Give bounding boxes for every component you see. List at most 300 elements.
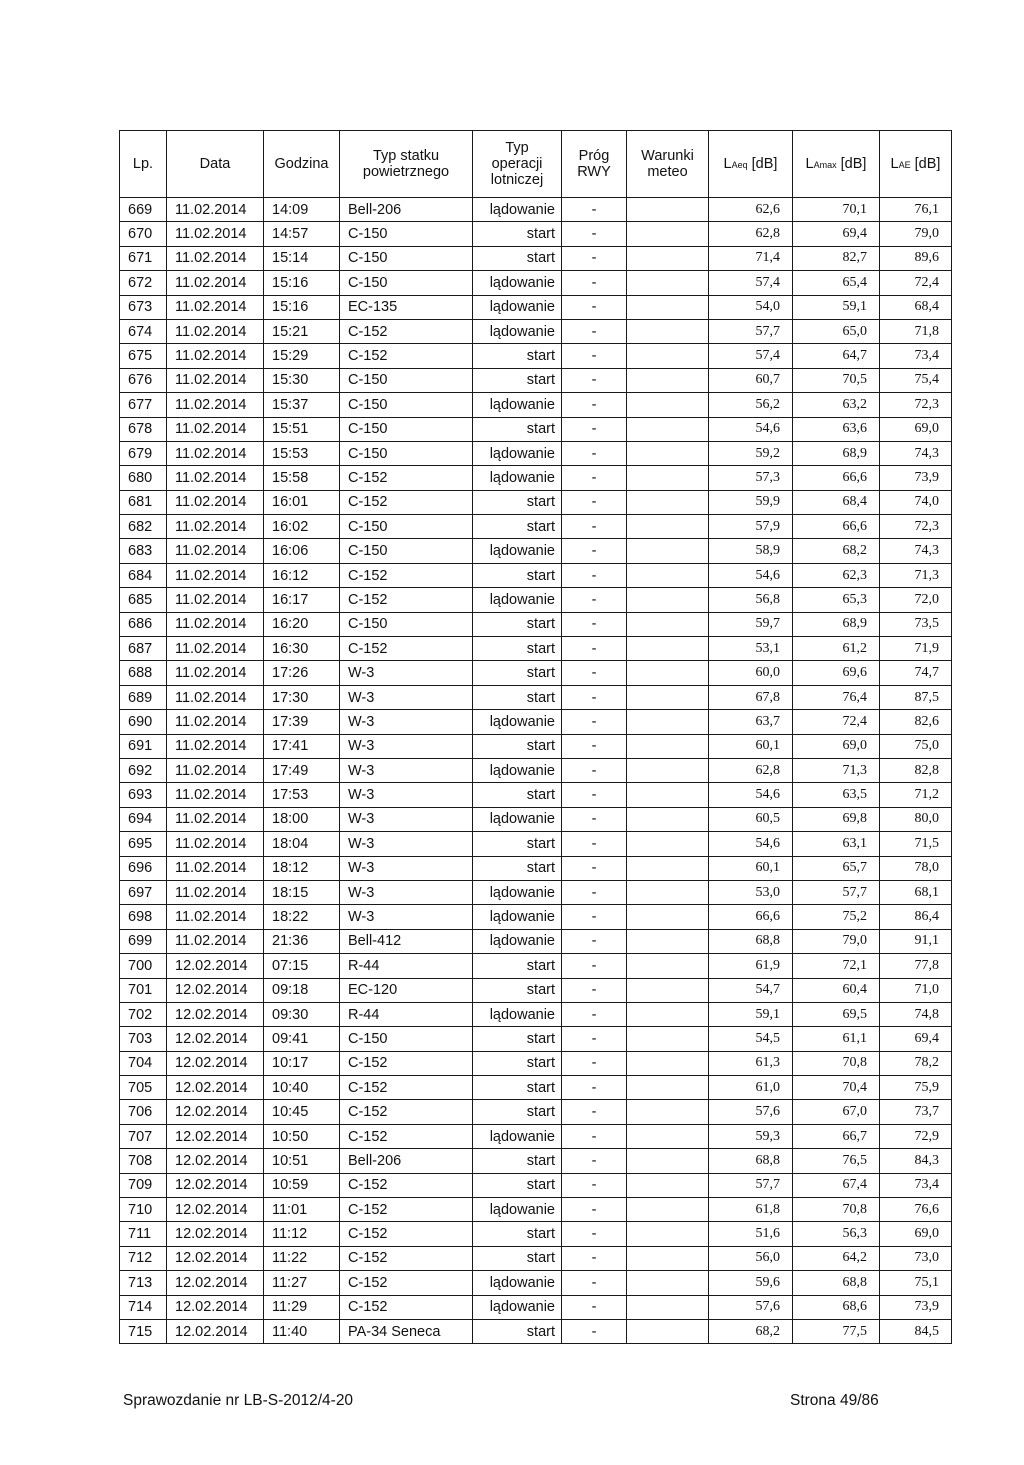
cell-operation-type: lądowanie [473,929,562,953]
cell-lamax: 70,8 [793,1198,880,1222]
cell-lae: 78,0 [880,856,952,880]
table-row [120,539,952,563]
cell-operation-type: start [473,612,562,636]
cell-weather [627,1271,709,1295]
cell-runway: - [562,1319,627,1343]
cell-time: 15:58 [264,466,340,490]
cell-date: 11.02.2014 [167,368,264,392]
cell-lp: 677 [120,393,167,417]
cell-date: 11.02.2014 [167,588,264,612]
cell-time: 10:50 [264,1124,340,1148]
cell-date: 11.02.2014 [167,295,264,319]
cell-aircraft-type: Bell-206 [340,198,473,222]
cell-time: 16:02 [264,515,340,539]
cell-lp: 703 [120,1027,167,1051]
cell-date: 11.02.2014 [167,734,264,758]
cell-weather [627,319,709,343]
cell-date: 12.02.2014 [167,1222,264,1246]
cell-lae: 73,0 [880,1246,952,1270]
cell-lae: 73,4 [880,1173,952,1197]
cell-weather [627,734,709,758]
cell-lp: 694 [120,807,167,831]
cell-laeq: 62,6 [709,198,793,222]
cell-operation-type: start [473,954,562,978]
cell-operation-type: start [473,1173,562,1197]
cell-time: 15:37 [264,393,340,417]
cell-aircraft-type: R-44 [340,1002,473,1026]
table-row [120,978,952,1002]
cell-lp: 674 [120,319,167,343]
cell-weather [627,856,709,880]
cell-lae: 71,5 [880,832,952,856]
cell-laeq: 60,5 [709,807,793,831]
cell-laeq: 60,1 [709,856,793,880]
cell-laeq: 51,6 [709,1222,793,1246]
cell-weather [627,685,709,709]
cell-aircraft-type: C-152 [340,466,473,490]
cell-lamax: 76,4 [793,685,880,709]
cell-lp: 679 [120,441,167,465]
cell-lae: 73,5 [880,612,952,636]
cell-lamax: 79,0 [793,929,880,953]
cell-time: 11:29 [264,1295,340,1319]
cell-lp: 701 [120,978,167,1002]
cell-aircraft-type: W-3 [340,832,473,856]
cell-operation-type: start [473,1246,562,1270]
cell-operation-type: start [473,832,562,856]
cell-time: 17:39 [264,710,340,734]
cell-time: 18:00 [264,807,340,831]
cell-laeq: 58,9 [709,539,793,563]
cell-runway: - [562,685,627,709]
cell-lae: 74,0 [880,490,952,514]
cell-time: 18:04 [264,832,340,856]
table-row [120,856,952,880]
table-row [120,441,952,465]
cell-lamax: 56,3 [793,1222,880,1246]
cell-weather [627,929,709,953]
cell-weather [627,1198,709,1222]
cell-lp: 671 [120,246,167,270]
cell-operation-type: lądowanie [473,1295,562,1319]
cell-operation-type: start [473,856,562,880]
cell-runway: - [562,856,627,880]
cell-laeq: 56,2 [709,393,793,417]
cell-lamax: 66,6 [793,515,880,539]
cell-lp: 712 [120,1246,167,1270]
cell-time: 16:30 [264,637,340,661]
cell-time: 16:12 [264,563,340,587]
cell-time: 11:27 [264,1271,340,1295]
table-header [120,131,952,198]
cell-operation-type: lądowanie [473,466,562,490]
cell-aircraft-type: C-150 [340,612,473,636]
table-row [120,1076,952,1100]
cell-weather [627,246,709,270]
cell-runway: - [562,344,627,368]
cell-date: 11.02.2014 [167,319,264,343]
cell-runway: - [562,734,627,758]
cell-weather [627,612,709,636]
cell-aircraft-type: EC-120 [340,978,473,1002]
cell-lamax: 64,7 [793,344,880,368]
cell-date: 11.02.2014 [167,466,264,490]
cell-lae: 89,6 [880,246,952,270]
cell-date: 11.02.2014 [167,612,264,636]
cell-weather [627,466,709,490]
cell-runway: - [562,710,627,734]
cell-weather [627,295,709,319]
cell-lamax: 75,2 [793,905,880,929]
cell-lamax: 82,7 [793,246,880,270]
cell-weather [627,417,709,441]
cell-lae: 71,2 [880,783,952,807]
cell-aircraft-type: W-3 [340,661,473,685]
cell-laeq: 61,3 [709,1051,793,1075]
page-number: Strona 49/86 [790,1392,879,1409]
header-laeq [709,131,793,198]
cell-lp: 675 [120,344,167,368]
cell-lamax: 66,7 [793,1124,880,1148]
cell-laeq: 71,4 [709,246,793,270]
cell-weather [627,1319,709,1343]
cell-time: 15:16 [264,295,340,319]
cell-lp: 685 [120,588,167,612]
cell-date: 11.02.2014 [167,758,264,782]
cell-laeq: 56,8 [709,588,793,612]
cell-runway: - [562,1124,627,1148]
cell-time: 14:57 [264,222,340,246]
table-row [120,710,952,734]
cell-lamax: 63,1 [793,832,880,856]
table-row [120,588,952,612]
cell-lp: 708 [120,1149,167,1173]
cell-lp: 696 [120,856,167,880]
cell-laeq: 57,4 [709,271,793,295]
cell-date: 12.02.2014 [167,954,264,978]
cell-lamax: 76,5 [793,1149,880,1173]
cell-date: 11.02.2014 [167,246,264,270]
cell-laeq: 57,6 [709,1295,793,1319]
cell-aircraft-type: C-152 [340,1271,473,1295]
cell-date: 12.02.2014 [167,1002,264,1026]
cell-operation-type: start [473,1149,562,1173]
cell-runway: - [562,1246,627,1270]
cell-lp: 682 [120,515,167,539]
cell-runway: - [562,1100,627,1124]
cell-runway: - [562,1002,627,1026]
table-row [120,222,952,246]
table-row [120,954,952,978]
cell-aircraft-type: Bell-206 [340,1149,473,1173]
cell-aircraft-type: W-3 [340,807,473,831]
cell-lae: 84,5 [880,1319,952,1343]
cell-laeq: 59,1 [709,1002,793,1026]
cell-weather [627,758,709,782]
cell-time: 10:17 [264,1051,340,1075]
cell-operation-type: lądowanie [473,295,562,319]
cell-lp: 688 [120,661,167,685]
cell-lae: 72,4 [880,271,952,295]
cell-aircraft-type: C-150 [340,271,473,295]
cell-lae: 72,0 [880,588,952,612]
cell-weather [627,978,709,1002]
cell-lp: 681 [120,490,167,514]
cell-time: 11:40 [264,1319,340,1343]
cell-runway: - [562,539,627,563]
cell-laeq: 54,0 [709,295,793,319]
cell-aircraft-type: C-152 [340,1222,473,1246]
cell-weather [627,905,709,929]
cell-weather [627,1149,709,1173]
cell-laeq: 60,0 [709,661,793,685]
cell-weather [627,832,709,856]
cell-aircraft-type: C-152 [340,1100,473,1124]
cell-date: 11.02.2014 [167,222,264,246]
cell-lae: 86,4 [880,905,952,929]
cell-aircraft-type: C-152 [340,1051,473,1075]
cell-lamax: 68,2 [793,539,880,563]
cell-runway: - [562,417,627,441]
cell-date: 11.02.2014 [167,417,264,441]
cell-lp: 687 [120,637,167,661]
cell-aircraft-type: W-3 [340,710,473,734]
cell-lp: 698 [120,905,167,929]
cell-date: 11.02.2014 [167,929,264,953]
cell-weather [627,222,709,246]
cell-weather [627,441,709,465]
cell-lp: 684 [120,563,167,587]
table-row [120,1027,952,1051]
cell-operation-type: start [473,1319,562,1343]
cell-weather [627,1100,709,1124]
table-row [120,1100,952,1124]
cell-operation-type: lądowanie [473,539,562,563]
cell-lae: 74,8 [880,1002,952,1026]
table-row [120,1051,952,1075]
cell-lae: 73,4 [880,344,952,368]
cell-operation-type: start [473,246,562,270]
cell-weather [627,1173,709,1197]
cell-lamax: 72,4 [793,710,880,734]
cell-date: 12.02.2014 [167,1076,264,1100]
cell-lae: 71,8 [880,319,952,343]
cell-operation-type: lądowanie [473,807,562,831]
cell-aircraft-type: C-150 [340,515,473,539]
cell-lp: 710 [120,1198,167,1222]
cell-date: 12.02.2014 [167,1246,264,1270]
cell-time: 15:21 [264,319,340,343]
measurement-table [119,130,952,1344]
table-row [120,1222,952,1246]
cell-date: 12.02.2014 [167,1027,264,1051]
cell-weather [627,1051,709,1075]
cell-aircraft-type: W-3 [340,734,473,758]
cell-aircraft-type: C-150 [340,246,473,270]
cell-runway: - [562,466,627,490]
table-row [120,490,952,514]
cell-weather [627,1027,709,1051]
cell-operation-type: start [473,417,562,441]
cell-operation-type: start [473,661,562,685]
cell-date: 11.02.2014 [167,344,264,368]
cell-lp: 673 [120,295,167,319]
cell-runway: - [562,1149,627,1173]
cell-date: 11.02.2014 [167,271,264,295]
cell-runway: - [562,222,627,246]
cell-lp: 709 [120,1173,167,1197]
cell-time: 09:41 [264,1027,340,1051]
cell-laeq: 62,8 [709,758,793,782]
cell-date: 11.02.2014 [167,393,264,417]
cell-date: 11.02.2014 [167,661,264,685]
cell-runway: - [562,1076,627,1100]
cell-runway: - [562,832,627,856]
cell-date: 11.02.2014 [167,856,264,880]
cell-laeq: 59,3 [709,1124,793,1148]
cell-lae: 75,9 [880,1076,952,1100]
cell-runway: - [562,588,627,612]
table-row [120,661,952,685]
cell-date: 11.02.2014 [167,880,264,904]
cell-time: 17:49 [264,758,340,782]
cell-date: 11.02.2014 [167,441,264,465]
cell-lae: 69,4 [880,1027,952,1051]
cell-time: 15:51 [264,417,340,441]
cell-laeq: 68,2 [709,1319,793,1343]
cell-time: 11:22 [264,1246,340,1270]
cell-aircraft-type: W-3 [340,685,473,709]
cell-time: 10:59 [264,1173,340,1197]
cell-date: 11.02.2014 [167,539,264,563]
cell-lp: 690 [120,710,167,734]
cell-time: 15:16 [264,271,340,295]
cell-date: 12.02.2014 [167,978,264,1002]
cell-lamax: 69,5 [793,1002,880,1026]
cell-lae: 72,9 [880,1124,952,1148]
cell-lamax: 68,6 [793,1295,880,1319]
cell-operation-type: lądowanie [473,1002,562,1026]
table-row [120,905,952,929]
cell-operation-type: lądowanie [473,905,562,929]
cell-lamax: 68,9 [793,612,880,636]
cell-weather [627,515,709,539]
cell-runway: - [562,661,627,685]
cell-lp: 711 [120,1222,167,1246]
cell-lamax: 61,1 [793,1027,880,1051]
cell-weather [627,271,709,295]
cell-weather [627,1124,709,1148]
cell-lae: 80,0 [880,807,952,831]
cell-time: 09:30 [264,1002,340,1026]
cell-operation-type: lądowanie [473,588,562,612]
cell-operation-type: start [473,1051,562,1075]
cell-laeq: 67,8 [709,685,793,709]
cell-lamax: 63,6 [793,417,880,441]
header-operation-type: Typ operacji lotniczej [473,131,562,198]
cell-operation-type: start [473,490,562,514]
cell-weather [627,661,709,685]
header-lae [880,131,952,198]
cell-lp: 689 [120,685,167,709]
cell-lae: 68,4 [880,295,952,319]
cell-lp: 713 [120,1271,167,1295]
cell-date: 11.02.2014 [167,685,264,709]
header-lamax-unit: [dB] [840,155,867,172]
cell-time: 09:18 [264,978,340,1002]
cell-lamax: 68,8 [793,1271,880,1295]
cell-time: 16:20 [264,612,340,636]
cell-laeq: 57,3 [709,466,793,490]
cell-runway: - [562,1027,627,1051]
header-lamax-sub: Amax [813,159,837,170]
cell-laeq: 61,8 [709,1198,793,1222]
cell-lae: 84,3 [880,1149,952,1173]
table-row [120,271,952,295]
table-row [120,758,952,782]
table-row [120,344,952,368]
cell-time: 17:26 [264,661,340,685]
cell-lamax: 63,2 [793,393,880,417]
cell-lae: 74,3 [880,441,952,465]
cell-laeq: 60,7 [709,368,793,392]
table-row [120,466,952,490]
cell-time: 10:40 [264,1076,340,1100]
cell-weather [627,1295,709,1319]
table-row [120,515,952,539]
header-laeq-l: L [723,155,732,172]
cell-operation-type: lądowanie [473,271,562,295]
cell-aircraft-type: EC-135 [340,295,473,319]
cell-aircraft-type: C-150 [340,368,473,392]
cell-date: 11.02.2014 [167,637,264,661]
cell-lae: 78,2 [880,1051,952,1075]
table-row [120,612,952,636]
cell-operation-type: lądowanie [473,758,562,782]
cell-date: 11.02.2014 [167,807,264,831]
table-row [120,1002,952,1026]
cell-operation-type: lądowanie [473,710,562,734]
cell-lp: 670 [120,222,167,246]
table-row [120,637,952,661]
cell-laeq: 53,1 [709,637,793,661]
cell-lae: 87,5 [880,685,952,709]
table-row [120,1246,952,1270]
cell-date: 11.02.2014 [167,490,264,514]
cell-lamax: 69,4 [793,222,880,246]
cell-lp: 676 [120,368,167,392]
cell-lamax: 70,5 [793,368,880,392]
cell-lamax: 67,0 [793,1100,880,1124]
cell-aircraft-type: C-150 [340,1027,473,1051]
cell-lamax: 60,4 [793,978,880,1002]
header-time: Godzina [264,131,340,198]
cell-aircraft-type: C-150 [340,441,473,465]
cell-lamax: 77,5 [793,1319,880,1343]
cell-laeq: 54,6 [709,417,793,441]
table-row [120,1124,952,1148]
cell-weather [627,1076,709,1100]
table-row [120,783,952,807]
cell-time: 15:14 [264,246,340,270]
cell-lp: 706 [120,1100,167,1124]
table-row [120,198,952,222]
cell-laeq: 68,8 [709,1149,793,1173]
cell-runway: - [562,637,627,661]
cell-lamax: 71,3 [793,758,880,782]
cell-aircraft-type: C-150 [340,393,473,417]
cell-runway: - [562,1051,627,1075]
